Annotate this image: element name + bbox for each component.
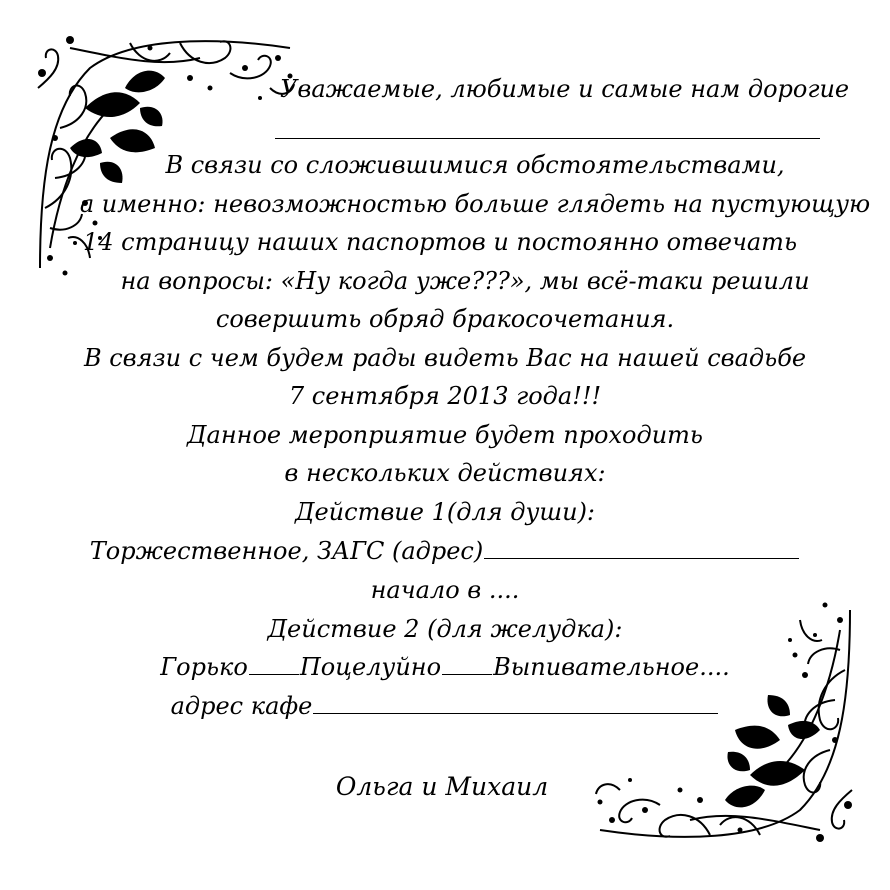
cafe-label: адрес кафе xyxy=(170,692,313,720)
act1-title: Действие 1(для души): xyxy=(294,498,596,526)
guest-name-blank xyxy=(275,138,820,139)
body-line: В связи с чем будем рады видеть Вас на нашей свадьбе xyxy=(83,344,807,372)
body-line: совершить обряд бракосочетания. xyxy=(215,305,675,333)
cafe-address-blank xyxy=(313,691,718,714)
stage-drink: Выпивательное.... xyxy=(493,653,730,681)
wedding-date: 7 сентября 2013 года!!! xyxy=(288,382,602,410)
greeting-line: Уважаемые, любимые и самые нам дорогие xyxy=(280,75,850,103)
signature: Ольга и Михаил xyxy=(335,772,549,801)
body-line: а именно: невозможностью больше глядеть на пустующую xyxy=(79,190,871,218)
body-line: Данное мероприятие будет проходить xyxy=(187,421,703,449)
start-time: начало в .... xyxy=(370,576,520,604)
act2-title: Действие 2 (для желудка): xyxy=(267,615,623,643)
body-line: 14 страницу наших паспортов и постоянно отвечать xyxy=(82,228,798,256)
stage-kiss: Поцелуйно xyxy=(299,653,442,681)
registry-label: Торжественное, ЗАГС (адрес) xyxy=(89,537,484,565)
stages-line xyxy=(0,652,890,682)
body-line: В связи со сложившимися обстоятельствами, xyxy=(165,151,785,179)
registry-line xyxy=(0,536,890,566)
stage-gorko: Горько xyxy=(160,653,248,681)
stage-blank xyxy=(249,652,299,675)
body-line: на вопросы: «Ну когда уже???», мы всё-таки решили xyxy=(120,267,810,295)
cafe-line xyxy=(0,691,890,721)
body-line: в нескольких действиях: xyxy=(284,459,606,487)
stage-blank xyxy=(442,652,492,675)
registry-address-blank xyxy=(484,536,799,559)
